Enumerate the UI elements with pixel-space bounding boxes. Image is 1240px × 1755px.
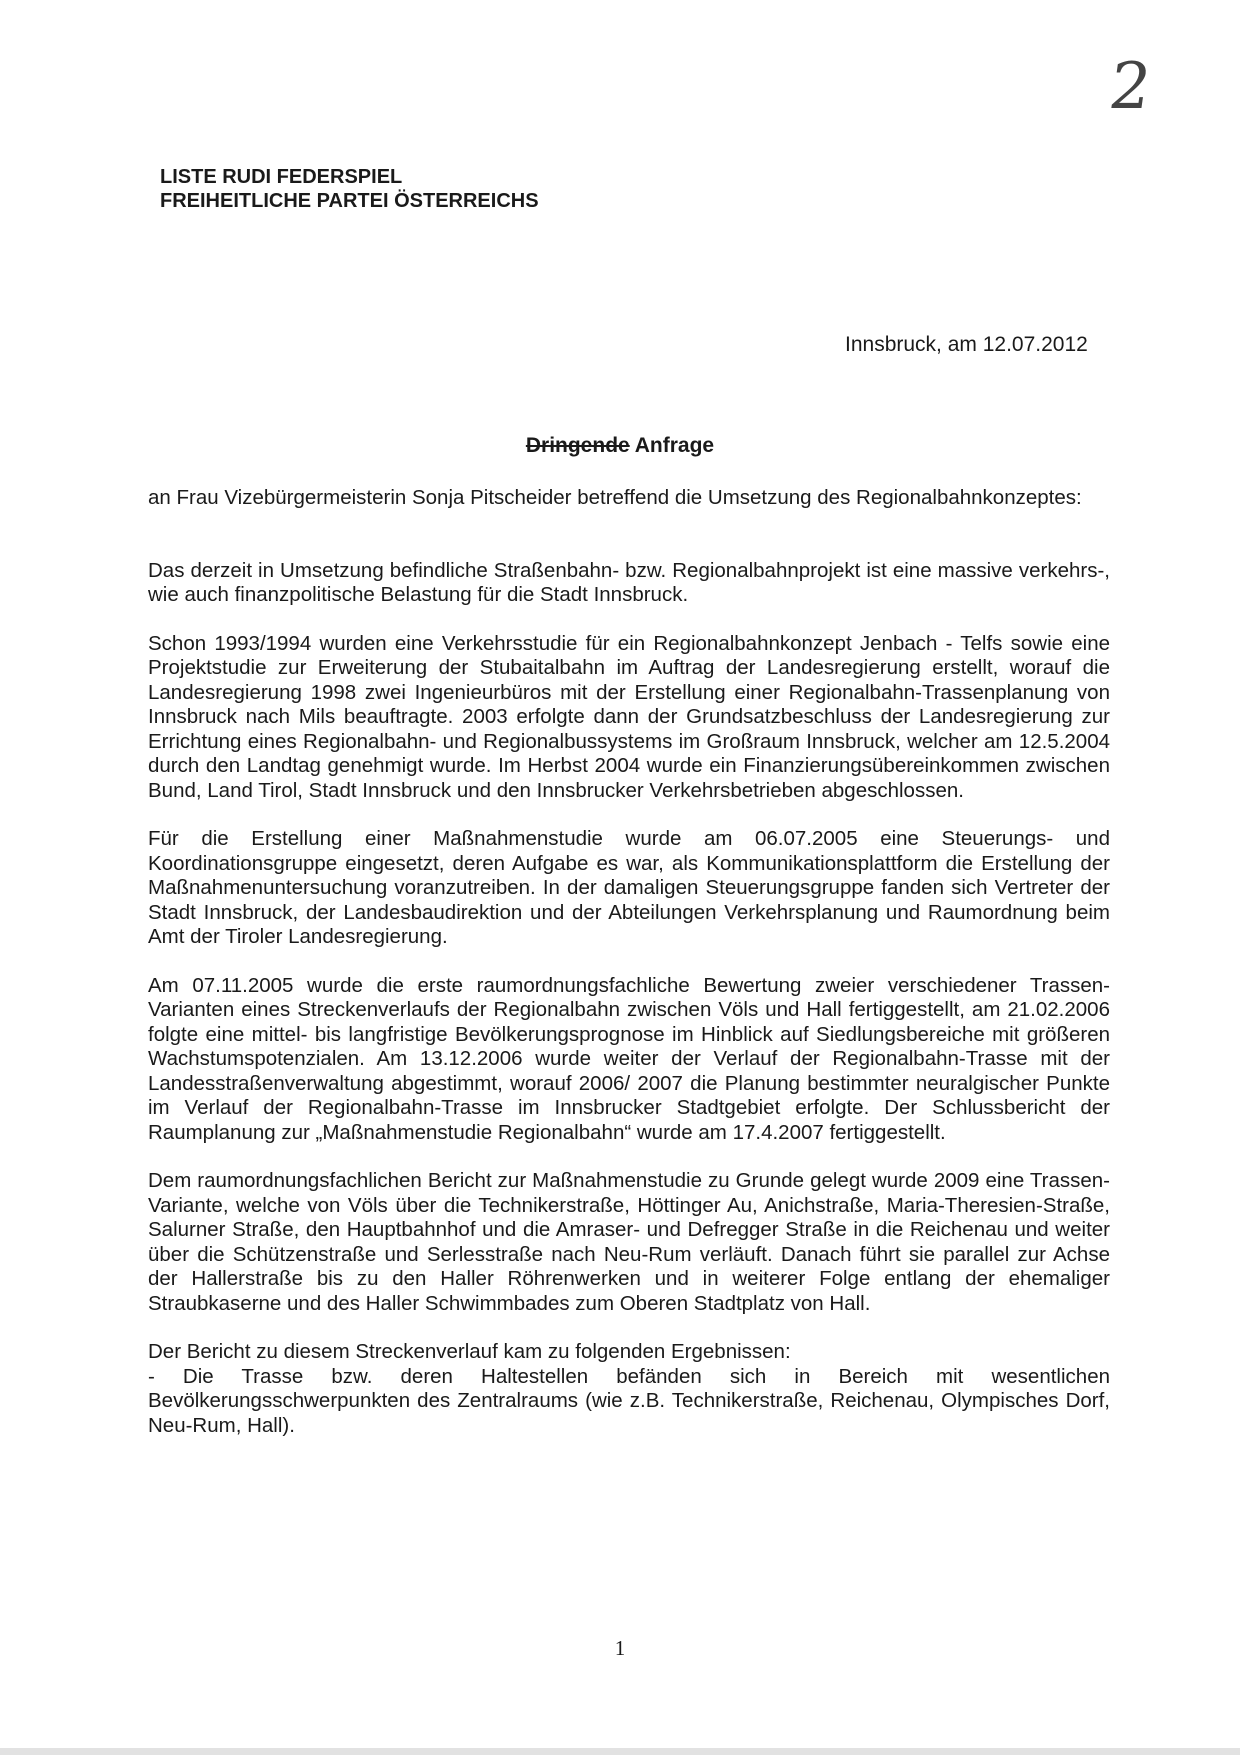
title-word: Anfrage [634,434,715,457]
findings-intro: Der Bericht zu diesem Streckenverlauf kam zu folgenden Ergebnissen: [148,1340,791,1363]
paragraph-1: Das derzeit in Umsetzung befindliche Straßenbahn- bzw. Regionalbahnprojekt ist eine massive verkehrs-, wie auch finanzpolitische Belastung für die Stadt Innsbruck. [148,558,1110,606]
scan-edge [0,1748,1240,1755]
date-line: Innsbruck, am 12.07.2012 [845,333,1088,356]
document-body [148,486,1110,1438]
letterhead [160,165,539,213]
findings-item: - Die Trasse bzw. deren Haltestellen befänden sich in Bereich mit wesentlichen Bevölkerungsschwerpunkten des Zentralraums (wie z.B. Technikerstraße, Reichenau, Olympisches Dorf, Neu-Rum, Hall). [148,1364,1110,1437]
paragraph-5: Dem raumordnungsfachlichen Bericht zur Maßnahmenstudie zu Grunde gelegt wurde 2009 eine Trassen-Variante, welche von Völs über die Technikerstraße, Höttinger Au, Anichstraße, Maria-Theresien-Straße, Salurner Straße, den Hauptbahnhof und die Amraser- und Defregger Straße in die Reichenau und weiter über die Schützenstraße und Serlesstraße nach Neu-Rum verläuft. Danach führt sie parallel zur Achse der Hallerstraße bis zu den Haller Röhrenwerken und in weiterer Folge entlang der ehemaliger Straubkaserne und des Haller Schwimmbades zum Oberen Stadtplatz von Hall. [148,1169,1110,1315]
letterhead-line-2: FREIHEITLICHE PARTEI ÖSTERREICHS [160,190,539,212]
paragraph-4: Am 07.11.2005 wurde die erste raumordnungsfachliche Bewertung zweier verschiedener Trassen-Varianten eines Streckenverlaufs der Regionalbahn zwischen Völs und Hall fertiggestellt, am 21.02.2006 folgte eine mittel- bis langfristige Bevölkerungsprognose im Hinblick auf Siedlungsbereiche mit größeren Wachstumspotenzialen. Am 13.12.2006 wurde weiter der Verlauf der Regionalbahn-Trasse mit der Landesstraßenverwaltung abgestimmt, worauf 2006/ 2007 die Planung bestimmter neuralgischer Punkte im Verlauf der Regionalbahn-Trasse im Innsbrucker Stadtgebiet erfolgte. Der Schlussbericht der Raumplanung zur „Maßnahmenstudie Regionalbahn“ wurde am 17.4.2007 fertiggestellt. [148,973,1110,1144]
paragraph-3: Für die Erstellung einer Maßnahmenstudie wurde am 06.07.2005 eine Steuerungs- und Koordinationsgruppe eingesetzt, deren Aufgabe es war, als Kommunikationsplattform die Erstellung der Maßnahmenuntersuchung voranzutreiben. In der damaligen Steuerungsgruppe fanden sich Vertreter der Stadt Innsbruck, der Landesbaudirektion und der Abteilungen Verkehrsplanung und Raumordnung beim Amt der Tiroler Landesregierung. [148,827,1110,948]
paragraph-2: Schon 1993/1994 wurden eine Verkehrsstudie für ein Regionalbahnkonzept Jenbach - Telfs sowie eine Projektstudie zur Erweiterung der Stubaitalbahn im Auftrag der Landesregierung erstellt, worauf die Landesregierung 1998 zwei Ingenieurbüros mit der Erstellung einer Regionalbahn-Trassenplanung von Innsbruck nach Mils beauftragte. 2003 erfolgte dann der Grundsatzbeschluss der Landesregierung zur Errichtung eines Regionalbahn- und Regionalbussystems im Großraum Innsbruck, welcher am 12.5.2004 durch den Landtag genehmigt wurde. Im Herbst 2004 wurde ein Finanzierungsübereinkommen zwischen Bund, Land Tirol, Stadt Innsbruck und den Innsbrucker Verkehrsbetrieben abgeschlossen. [148,631,1110,802]
title-struck-word: Dringende [525,434,630,457]
page-number: 1 [614,1636,626,1660]
addressee-paragraph: an Frau Vizebürgermeisterin Sonja Pitscheider betreffend die Umsetzung des Regionalbahnkonzeptes: [148,486,1082,509]
handwritten-page-number: 2 [1104,50,1156,124]
letterhead-line-1: LISTE RUDI FEDERSPIEL [160,166,403,188]
document-title [0,434,1240,458]
